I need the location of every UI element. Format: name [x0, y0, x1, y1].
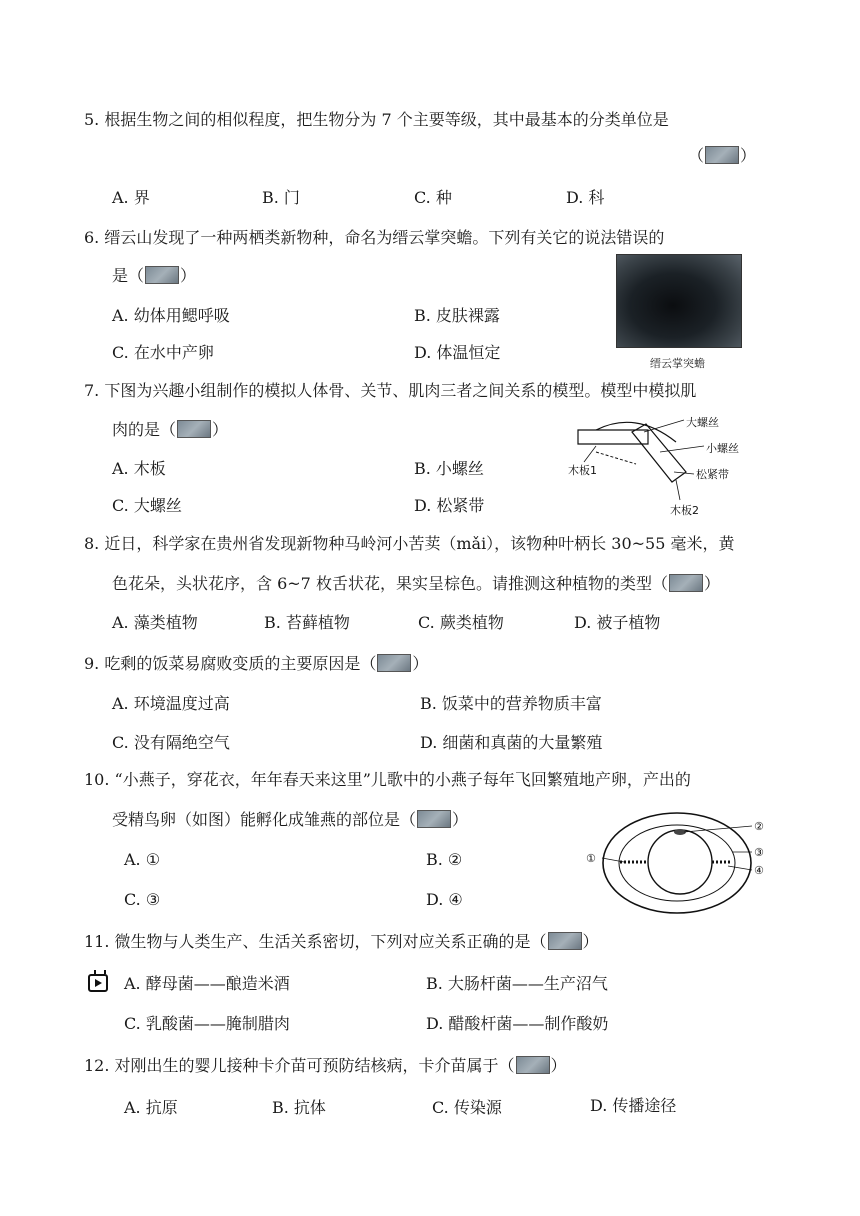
paren-close: ）	[180, 266, 197, 285]
question-11-stem	[84, 932, 599, 952]
question-9-stem	[84, 654, 428, 674]
q6-option-c: C. 在水中产卵	[112, 343, 214, 362]
label-4: ④	[754, 864, 764, 877]
q10-option-b: B. ②	[426, 850, 463, 869]
paren-open: （	[688, 146, 705, 165]
answer-box	[417, 810, 451, 828]
question-6-stem: 6. 缙云山发现了一种两栖类新物种，命名为缙云掌突蟾。下列有关它的说法错误的	[84, 228, 665, 247]
question-12-stem	[84, 1056, 567, 1076]
q8-option-a: A. 藻类植物	[112, 613, 198, 632]
q12-option-d: D. 传播途径	[590, 1096, 677, 1115]
q9-option-a: A. 环境温度过高	[112, 694, 230, 713]
question-10-stem-2	[112, 810, 468, 830]
answer-box	[669, 574, 703, 592]
label-elastic: 松紧带	[696, 468, 729, 481]
label-2: ②	[754, 820, 764, 833]
question-6-stem-2	[112, 266, 196, 286]
elastic-band-shape	[596, 422, 676, 442]
label-board-2: 木板2	[670, 504, 699, 517]
motion-arrow	[596, 452, 636, 464]
q8-option-b: B. 苔藓植物	[264, 613, 350, 632]
egg-diagram	[582, 810, 772, 916]
paren-close: ）	[452, 810, 469, 829]
question-10-stem: 10. “小燕子，穿花衣，年年春天来这里”儿歌中的小燕子每年飞回繁殖地产卵，产出的	[84, 770, 691, 789]
q10-option-d: D. ④	[426, 890, 463, 909]
q9-option-c: C. 没有隔绝空气	[112, 733, 230, 752]
paren-close: ）	[703, 574, 720, 593]
frog-photo	[616, 254, 742, 348]
q11-stem-text: 11. 微生物与人类生产、生活关系密切，下列对应关系正确的是（	[84, 932, 547, 951]
q12-stem-text: 12. 对刚出生的婴儿接种卡介苗可预防结核病，卡介苗属于（	[84, 1056, 515, 1075]
joint-model-diagram	[566, 412, 762, 522]
label-1: ①	[586, 852, 596, 865]
q8-option-c: C. 蕨类植物	[418, 613, 504, 632]
label-3: ③	[754, 846, 764, 859]
q9-option-d: D. 细菌和真菌的大量繁殖	[420, 733, 603, 752]
q8-option-d: D. 被子植物	[574, 613, 661, 632]
paren-close: ）	[582, 932, 599, 951]
paren-close: ）	[412, 654, 429, 673]
answer-box	[145, 266, 179, 284]
q11-option-d: D. 醋酸杆菌——制作酸奶	[426, 1014, 609, 1033]
label-board-1: 木板1	[568, 464, 597, 477]
q9-option-b: B. 饭菜中的营养物质丰富	[420, 694, 602, 713]
question-8-stem-2	[112, 574, 720, 594]
question-5-answer-slot	[688, 146, 756, 166]
q7-stem2-text: 肉的是（	[112, 420, 177, 439]
q10-stem2-text: 受精鸟卵（如图）能孵化成雏燕的部位是（	[112, 810, 417, 829]
answer-box	[177, 420, 211, 438]
q12-option-b: B. 抗体	[272, 1098, 326, 1117]
q6-option-a: A. 幼体用鳃呼吸	[112, 306, 230, 325]
question-7-stem: 7. 下图为兴趣小组制作的模拟人体骨、关节、肌肉三者之间关系的模型。模型中模拟肌	[84, 381, 697, 400]
q12-option-a: A. 抗原	[124, 1098, 178, 1117]
q6-option-d: D. 体温恒定	[414, 343, 501, 362]
board-1-shape	[578, 430, 648, 444]
q10-option-a: A. ①	[124, 850, 161, 869]
label-big-screw: 大螺丝	[686, 416, 719, 429]
answer-box	[516, 1056, 550, 1074]
q5-option-c: C. 种	[414, 188, 452, 207]
answer-box	[705, 146, 739, 164]
q8-stem2-text: 色花朵，头状花序，含 6~7 枚舌状花，果实呈棕色。请推测这种植物的类型（	[112, 574, 668, 593]
q11-option-c: C. 乳酸菌——腌制腊肉	[124, 1014, 290, 1033]
video-play-icon[interactable]	[88, 974, 108, 992]
question-5-stem: 5. 根据生物之间的相似程度，把生物分为 7 个主要等级，其中最基本的分类单位是	[84, 110, 669, 129]
q9-stem-text: 9. 吃剩的饭菜易腐败变质的主要原因是（	[84, 654, 377, 673]
q6-option-b: B. 皮肤裸露	[414, 306, 500, 325]
q5-option-a: A. 界	[112, 188, 150, 207]
q12-option-c: C. 传染源	[432, 1098, 502, 1117]
label-small-screw: 小螺丝	[706, 442, 739, 455]
paren-close: ）	[212, 420, 229, 439]
q5-option-d: D. 科	[566, 188, 605, 207]
q10-option-c: C. ③	[124, 890, 161, 909]
paren-close: ）	[550, 1056, 567, 1075]
q7-option-d: D. 松紧带	[414, 496, 485, 515]
q7-option-c: C. 大螺丝	[112, 496, 182, 515]
question-8-stem: 8. 近日，科学家在贵州省发现新物种马岭河小苦荬（mǎi），该物种叶柄长 30~55 毫米，黄	[84, 534, 735, 553]
answer-box	[377, 654, 411, 672]
paren-close: ）	[740, 146, 757, 165]
q6-stem2-text: 是（	[112, 266, 145, 285]
q7-option-b: B. 小螺丝	[414, 459, 484, 478]
board-2-shape	[632, 424, 686, 482]
q11-option-b: B. 大肠杆菌——生产沼气	[426, 974, 608, 993]
q5-option-b: B. 门	[262, 188, 300, 207]
question-7-stem-2	[112, 420, 228, 440]
egg-yolk	[648, 830, 712, 894]
q11-option-a: A. 酵母菌——酿造米酒	[124, 974, 290, 993]
frog-photo-caption: 缙云掌突蟾	[650, 357, 705, 370]
q7-option-a: A. 木板	[112, 459, 166, 478]
answer-box	[548, 932, 582, 950]
